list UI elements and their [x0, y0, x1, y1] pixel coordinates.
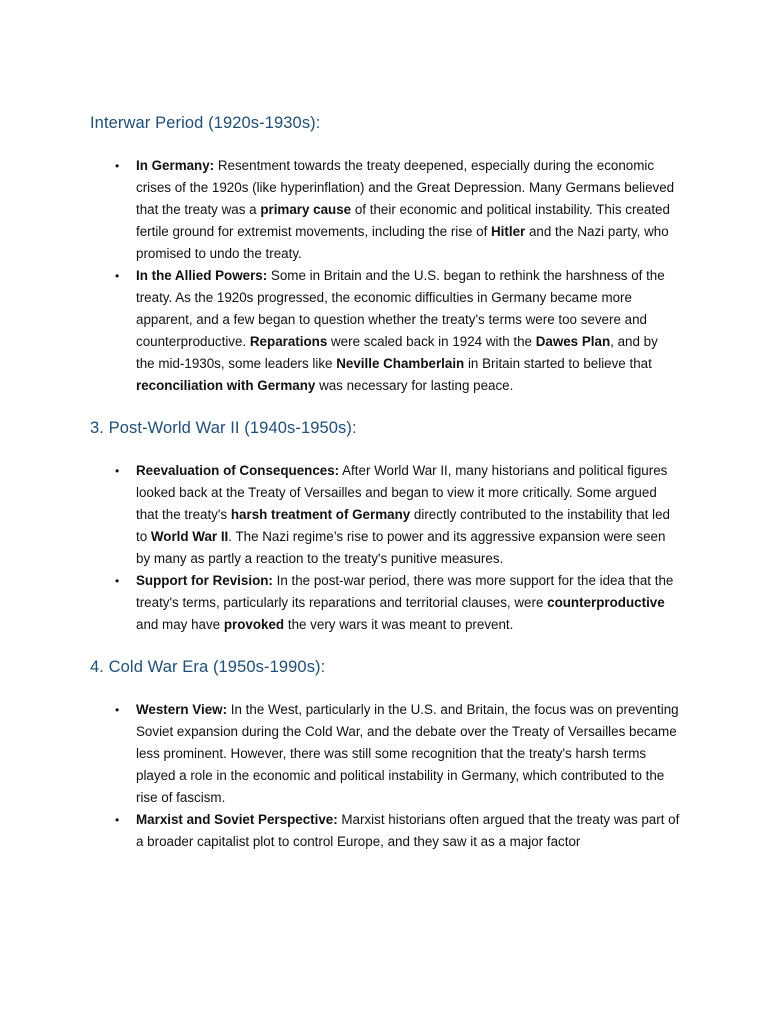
section-post-ww2 [90, 417, 680, 636]
bold-text: In Germany: [136, 158, 215, 173]
bold-text: In the Allied Powers: [136, 268, 268, 283]
bold-text: Western View: [136, 702, 228, 717]
body-text: and the Nazi party, who promised to undo the treaty. [136, 224, 669, 261]
bullet-list [90, 699, 680, 853]
list-item [90, 265, 680, 397]
bold-text: provoked [223, 617, 285, 632]
body-text: of their economic and political instability. This created fertile ground for extremist movements, including the rise of [136, 202, 670, 239]
item-text [136, 268, 665, 393]
body-text: in Britain started to believe that [464, 356, 652, 371]
bold-text: Hitler [491, 224, 526, 239]
body-text: Some in Britain and the U.S. began to rethink the harshness of the treaty. As the 1920s progressed, the economic difficulties in Germany became more apparent, and a few began to question whether the treaty's terms were too severe and counterproductive. [136, 268, 665, 349]
bold-text: primary cause [260, 202, 352, 217]
bullet-icon: • [115, 703, 120, 717]
bold-text: Reevaluation of Consequences: [136, 463, 340, 478]
list-item [90, 460, 680, 570]
bullet-list [90, 460, 680, 636]
body-text: directly contributed to the instability that led to [136, 507, 670, 544]
section-cold-war [90, 656, 680, 853]
section-heading: Interwar Period (1920s-1930s): [90, 114, 321, 132]
body-text: were scaled back in 1924 with the [327, 334, 536, 349]
body-text: After World War II, many historians and political figures looked back at the Treaty of Versailles and began to view it more critically. Some argued that the treaty's [136, 463, 668, 522]
section-interwar [90, 112, 680, 397]
bullet-icon: • [115, 813, 120, 827]
body-text: was necessary for lasting peace. [315, 378, 514, 393]
section-heading: 3. Post-World War II (1940s-1950s): [90, 419, 357, 437]
item-text [136, 573, 673, 632]
body-text: the very wars it was meant to prevent. [284, 617, 514, 632]
item-text [136, 463, 670, 566]
bold-text: reconciliation with Germany [136, 378, 316, 393]
body-text: and may have [136, 617, 224, 632]
bullet-icon: • [115, 269, 120, 283]
bold-text: Marxist and Soviet Perspective: [136, 812, 338, 827]
list-item [90, 699, 680, 809]
bullet-icon: • [115, 464, 120, 478]
list-item [90, 570, 680, 636]
bold-text: harsh treatment of Germany [230, 507, 411, 522]
body-text: Marxist historians often argued that the treaty was part of a broader capitalist plot to control Europe, and they saw it as a major factor [136, 812, 680, 849]
bold-text: Support for Revision: [136, 573, 273, 588]
bullet-icon: • [115, 574, 120, 588]
item-text [136, 158, 674, 261]
body-text: , and by the mid-1930s, some leaders like [136, 334, 658, 371]
bold-text: Neville Chamberlain [336, 356, 465, 371]
list-item [90, 155, 680, 265]
list-item [90, 809, 680, 853]
section-heading: 4. Cold War Era (1950s-1990s): [90, 658, 326, 676]
body-text: . The Nazi regime’s rise to power and its aggressive expansion were seen by many as partly a reaction to the treaty's punitive measures. [136, 529, 666, 566]
body-text: In the West, particularly in the U.S. and Britain, the focus was on preventing Soviet expansion during the Cold War, and the debate over the Treaty of Versailles became less prominent. However, there was still some recognition that the treaty's harsh terms played a role in the economic and political instability in Germany, which contributed to the rise of fascism. [136, 702, 679, 805]
bold-text: counterproductive [547, 595, 665, 610]
bold-text: Reparations [249, 334, 328, 349]
bullet-icon: • [115, 159, 120, 173]
bullet-list [90, 155, 680, 397]
item-text [136, 702, 679, 805]
body-text: In the post-war period, there was more support for the idea that the treaty's terms, particularly its reparations and territorial clauses, were [136, 573, 674, 610]
body-text: Resentment towards the treaty deepened, especially during the economic crises of the 1920s (like hyperinflation) and the Great Depression. Many Germans believed that the treaty was a [136, 158, 675, 217]
item-text [136, 812, 679, 849]
bold-text: Dawes Plan [535, 334, 611, 349]
bold-text: World War II [150, 529, 229, 544]
